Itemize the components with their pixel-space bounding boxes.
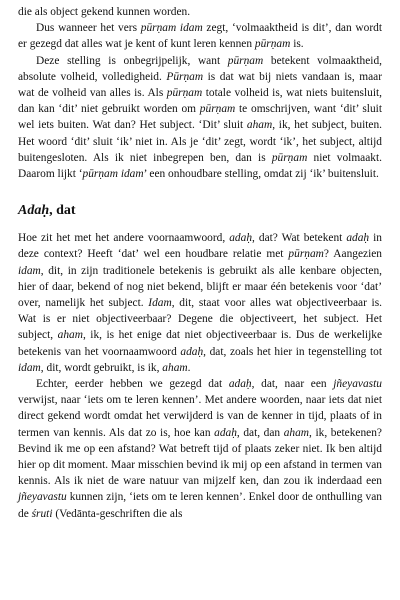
text-run: te omschrijven, want ‘dit’ sluit wel iets buiten. Wat dan? Het subject. ‘Dit’ sluit	[18, 103, 382, 132]
paragraph	[18, 4, 382, 20]
italic-term: adaḥ	[180, 345, 204, 358]
text-run: betekent volmaaktheid, absolute volheid, volledigheid.	[18, 54, 383, 83]
text-run: totale volheid is, wat niets buitensluit, dan kan ‘dit’ niet gebruikt worden om	[18, 87, 382, 116]
text-run: kunnen zijn, ‘iets om te leren kennen’. Enkel door de onthulling van de	[18, 491, 382, 520]
section-heading	[18, 202, 382, 220]
paragraph	[18, 20, 382, 52]
text-run: zegt, ‘volmaaktheid is dit’, dan wordt er gezegd dat alles wat je kent of kunt leren kennen	[18, 22, 382, 51]
italic-term: adaḥ	[346, 232, 370, 245]
italic-term: adaḥ	[214, 426, 237, 439]
italic-term: aham	[283, 426, 310, 439]
paragraph	[18, 53, 382, 183]
text-run: , dit, staat voor alles wat objectiveerbaar is. Wat is er niet objectiveerbaar? Degene die objectiveert, het subject. Het subject,	[18, 297, 383, 342]
italic-term: pūrṇam	[288, 248, 324, 261]
italic-term: jñeyavastu	[18, 491, 67, 504]
text-run: , ik, is het enige dat niet objectiveerbaar is. Dus de werkelijke betekenis van het voornaamwoord	[18, 329, 383, 358]
text-run: Deze stelling is onbegrijpelijk, want	[36, 54, 228, 67]
text-run: , dat, naar een	[251, 378, 334, 391]
text-run: Dus wanneer het vers	[36, 22, 141, 35]
italic-term: pūrṇam	[166, 87, 203, 100]
paragraph	[18, 376, 382, 522]
text-run: ’ een onhoudbare stelling, omdat zij ‘ik’ buitensluit.	[143, 168, 379, 181]
italic-term: idam	[18, 264, 41, 277]
italic-term: Pūrṇam	[166, 70, 204, 83]
italic-term: idam	[18, 361, 41, 374]
italic-term: pūrṇam	[271, 151, 308, 164]
section-heading-italic: Adaḥ	[18, 203, 50, 219]
text-run: in deze context? Heeft ‘dat’ wel een houdbare relatie met	[18, 232, 382, 261]
italic-term: Idam	[148, 297, 172, 310]
text-run: , dit, wordt gebruikt, is ik,	[40, 361, 163, 374]
text-run: , ik, het subject, buiten. Het woord ‘dit’ sluit ‘ik’ niet in. Als je ‘dit’ zegt, wordt ‘ik’, het subject, altijd buitengesloten. Als ik niet inbegrepen ben, dan is	[18, 119, 383, 164]
italic-term: aham	[57, 329, 83, 342]
italic-term: pūrṇam	[254, 38, 291, 51]
italic-term: jñeyavastu	[333, 378, 382, 391]
paragraph	[18, 230, 382, 376]
italic-term: aham	[162, 361, 188, 374]
text-run: Echter, eerder hebben we gezegd dat	[36, 378, 229, 391]
italic-term: pūrṇam idam	[82, 168, 144, 181]
text-run: is.	[290, 38, 304, 51]
text-run: , dat, zoals het hier in tegenstelling tot	[203, 345, 382, 358]
text-run: Hoe zit het met het andere voornaamwoord,	[18, 232, 230, 245]
section-heading-rest: , dat	[49, 203, 76, 219]
italic-term: śruti	[31, 507, 53, 520]
text-run: die als object gekend kunnen worden.	[18, 6, 191, 18]
italic-term: pūrṇam	[199, 103, 236, 116]
text-run: is dat wat bij niets vandaan is, maar wat de volheid van alles is. Als	[18, 70, 383, 100]
italic-term: adaḥ	[228, 378, 252, 391]
text-run: .	[187, 361, 191, 374]
italic-term: pūrṇam idam	[140, 22, 203, 35]
text-run: , dat? Wat betekent	[252, 232, 347, 245]
text-run: , dit, in zijn traditionele betekenis is gebruikt als alle kenbare objecten, hier of daar, bekend of nog niet bekend, blijft er maar één betekenis voor ‘dat’ over, namelijk het subject.	[18, 264, 382, 310]
italic-term: aham	[246, 119, 273, 132]
italic-term: pūrṇam	[227, 54, 264, 67]
body-text-part2	[18, 230, 382, 522]
text-run: , dat, dan	[236, 426, 284, 439]
text-run: verwijst, naar ‘iets om te leren kennen’. Met andere woorden, naar iets dat niet direct gekend wordt omdat het verwijderd is van de kenner in tijd, plaats of in termen van kennis. Als dat zo is, hoe kan	[18, 394, 382, 439]
text-run: , ik, betekenen? Bevind ik me op een afstand? Wat betreft tijd of plaats zeker niet. Ik ben altijd hier op dit moment. Maar misschien bevind ik mij op een afstand in termen van kennis. Als ik niet de ware natuur van mijzelf ken, dan zou ik inderdaad een	[18, 426, 382, 488]
body-text-part1	[18, 4, 382, 182]
text-run: ? Aangezien	[323, 248, 382, 261]
italic-term: adaḥ	[229, 232, 253, 245]
text-run: niet volmaakt. Daarom lijkt ‘	[18, 151, 383, 181]
text-run: (Vedānta-geschriften die als	[52, 507, 183, 520]
